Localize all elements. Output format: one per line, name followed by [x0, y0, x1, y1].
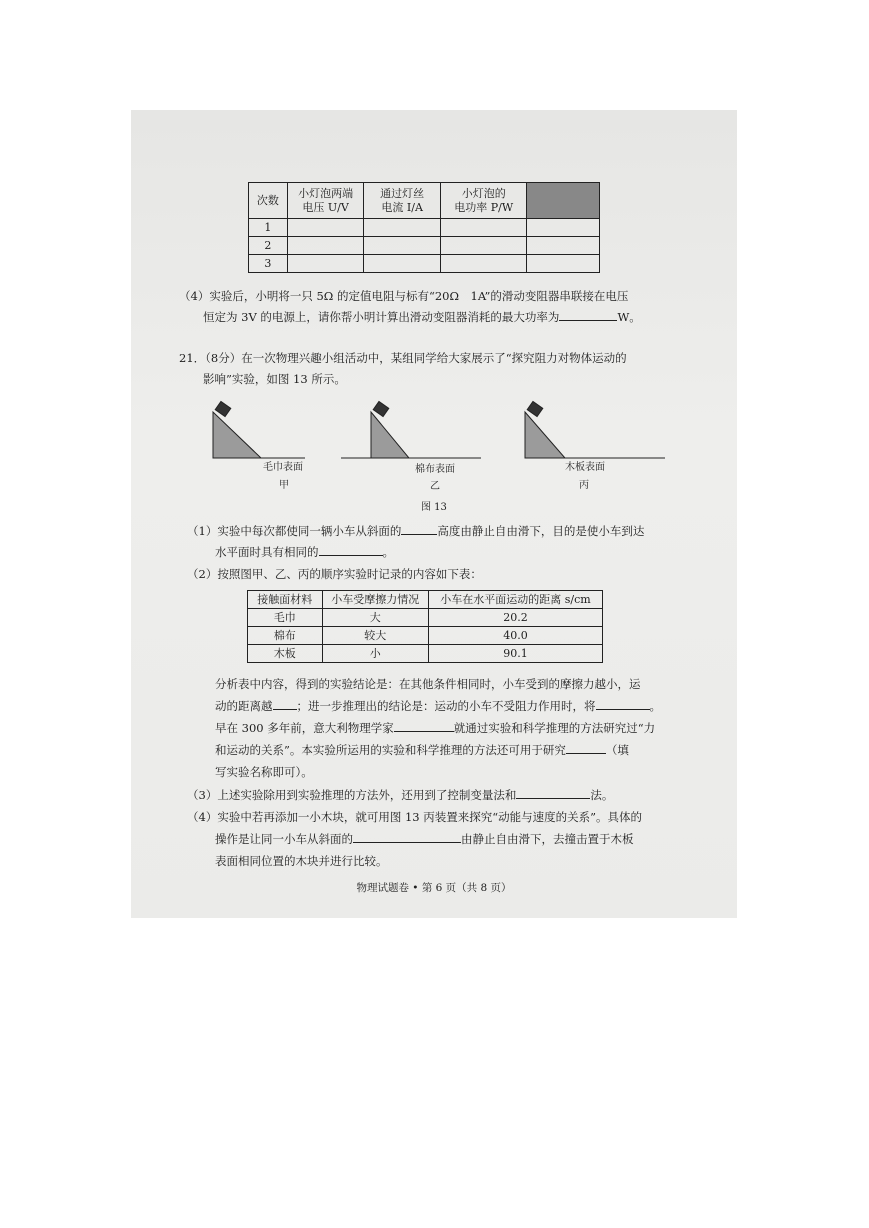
header-distance: 小车在水平面运动的距离 s/cm: [428, 591, 602, 609]
friction-towel: 大: [322, 609, 428, 627]
distance-wood: 90.1: [428, 645, 602, 663]
q21-4-line2: 操作是让同一小车从斜面的 由静止自由滑下，去撞击置于木板: [215, 832, 634, 846]
analysis-line3: 早在 300 多年前，意大利物理学家 就通过实验和科学推理的方法研究过“力: [215, 721, 656, 735]
q20-4-line1: （4）实验后，小明将一只 5Ω 的定值电阻与标有“20Ω 1A”的滑动变阻器串联接在电压: [179, 289, 629, 303]
row-2-count: 2: [249, 237, 288, 255]
surface-cotton: 棉布表面: [415, 464, 455, 475]
friction-cotton: 较大: [322, 627, 428, 645]
header-voltage: 小灯泡两端 电压 U/V: [287, 183, 364, 219]
name-jia: 甲: [279, 480, 289, 491]
distance-cotton: 40.0: [428, 627, 602, 645]
exam-page: [131, 110, 737, 918]
q21-4-line1: （4）实验中若再添加一小木块，就可用图 13 丙装置来探究“动能与速度的关系”。具体的: [187, 810, 643, 824]
header-extra: [527, 183, 600, 219]
q21-1-line2: 水平面时具有相同的 。: [215, 545, 394, 559]
analysis-line1: 分析表中内容，得到的实验结论是：在其他条件相同时，小车受到的摩擦力越小，运: [215, 677, 641, 691]
q20-4-line2: 恒定为 3V 的电源上，请你帮小明计算出滑动变阻器消耗的最大功率为 W。: [203, 310, 641, 324]
surface-towel: 毛巾表面: [263, 462, 303, 473]
setup-wood: [525, 401, 665, 458]
setup-cotton: [341, 401, 481, 458]
header-friction: 小车受摩擦力情况: [322, 591, 428, 609]
material-wood: 木板: [248, 645, 323, 663]
material-towel: 毛巾: [248, 609, 323, 627]
row-1-count: 1: [249, 219, 288, 237]
friction-wood: 小: [322, 645, 428, 663]
measurement-table: [248, 182, 600, 273]
analysis-line2: 动的距离越 ；进一步推理出的结论是：运动的小车不受阻力作用时，将 。: [215, 699, 661, 713]
friction-table: [247, 590, 603, 663]
figure-caption: 图 13: [421, 502, 447, 513]
q21-line1: 21．（8分）在一次物理兴趣小组活动中，某组同学给大家展示了“探究阻力对物体运动的: [179, 351, 627, 365]
name-yi: 乙: [430, 481, 440, 492]
surface-wood: 木板表面: [565, 462, 605, 473]
material-cotton: 棉布: [248, 627, 323, 645]
row-3-count: 3: [249, 255, 288, 273]
q21-1-line1: （1）实验中每次都使同一辆小车从斜面的 高度由静止自由滑下，目的是使小车到达: [187, 524, 645, 538]
setup-towel: [213, 401, 305, 458]
header-current: 通过灯丝 电流 I/A: [364, 183, 441, 219]
page-footer: 物理试题卷 • 第 6 页（共 8 页）: [356, 882, 512, 894]
analysis-line4: 和运动的关系”。本实验所运用的实验和科学推理的方法还可用于研究 （填: [215, 743, 629, 757]
analysis-line5: 写实验名称即可）。: [215, 765, 313, 779]
header-power: 小灯泡的 电功率 P/W: [440, 183, 527, 219]
q21-3-line: （3）上述实验除用到实验推理的方法外，还用到了控制变量法和 法。: [187, 788, 614, 802]
distance-towel: 20.2: [428, 609, 602, 627]
header-count: 次数: [249, 183, 288, 219]
q21-4-line3: 表面相同位置的木块并进行比较。: [215, 854, 388, 868]
header-material: 接触面材料: [248, 591, 323, 609]
q21-line2: 影响”实验，如图 13 所示。: [203, 372, 346, 386]
name-bing: 丙: [579, 480, 589, 491]
q21-2-line: （2）按照图甲、乙、丙的顺序实验时记录的内容如下表：: [187, 567, 482, 581]
